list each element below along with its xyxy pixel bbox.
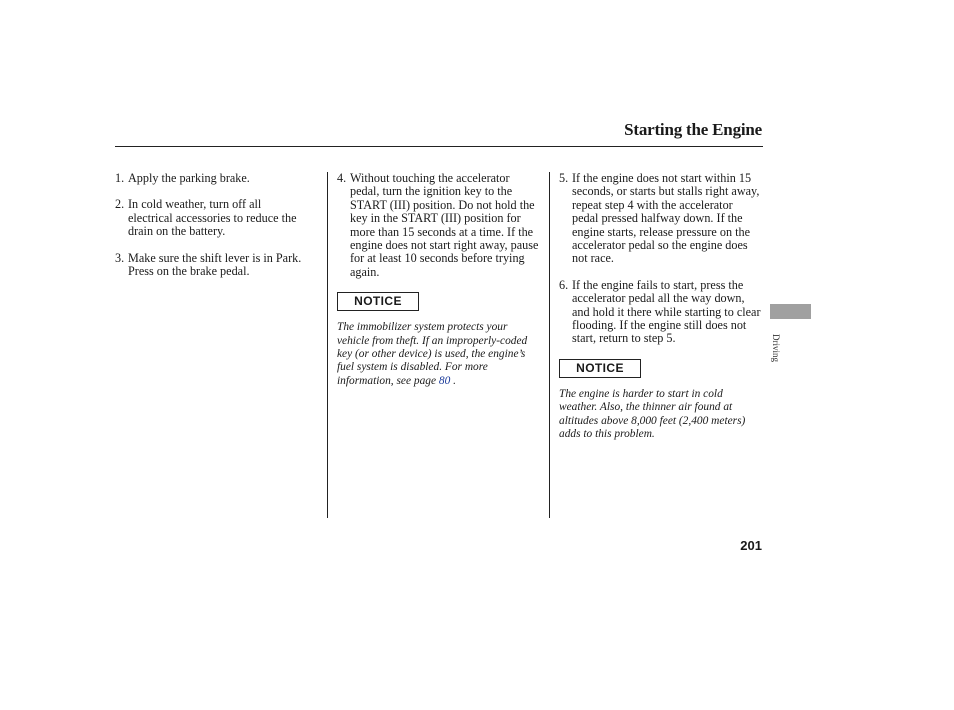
column-2 [337, 172, 539, 388]
step-number: 4. [337, 171, 347, 185]
notice-body: The immobilizer system protects your vehicle from theft. If an improperly-coded key (or other device) is used, the engine’s fuel system is disabled. For more information, see page [337, 321, 528, 387]
column-divider [327, 172, 328, 518]
step-text: If the engine does not start within 15 seconds, or starts but stalls right away, repeat step 4 with the accelerator pedal pressed halfway down. If the engine starts, release pressure on the accelerator pedal so the engine does not race. [572, 171, 760, 266]
section-label: Driving [771, 334, 781, 362]
step-5 [559, 172, 761, 266]
step-text: Without touching the accelerator pedal, turn the ignition key to the START (III) position. Do not hold the key in the START (III) position for more than 15 seconds at a time. If the engine does not start right away, pause for at least 10 seconds before trying again. [350, 171, 539, 279]
header-rule [115, 146, 763, 147]
page-title: Starting the Engine [624, 120, 762, 139]
step-2 [115, 198, 307, 238]
notice-text [337, 321, 539, 388]
step-number: 1. [115, 171, 125, 185]
step-6 [559, 279, 761, 346]
step-text: Apply the parking brake. [128, 171, 250, 185]
page-reference-link[interactable]: 80 [438, 374, 451, 387]
page-number: 201 [740, 538, 762, 553]
notice-label: NOTICE [337, 292, 419, 311]
notice-end: . [453, 374, 456, 387]
step-text: Make sure the shift lever is in Park. Press on the brake pedal. [128, 250, 302, 279]
column-1 [115, 172, 307, 291]
section-tab [770, 304, 811, 319]
step-number: 2. [115, 197, 125, 212]
step-text: If the engine fails to start, press the accelerator pedal all the way down, and hold it there while starting to clear flooding. If the engine still does not start, return to step 5. [572, 277, 761, 346]
notice-text: The engine is harder to start in cold weather. Also, the thinner air found at altitudes above 8,000 feet (2,400 meters) adds to this problem. [559, 387, 746, 441]
notice-label: NOTICE [559, 359, 641, 378]
column-3 [559, 172, 761, 442]
step-text: In cold weather, turn off all electrical accessories to reduce the drain on the battery. [128, 197, 297, 239]
step-number: 3. [115, 250, 125, 265]
step-3 [115, 252, 307, 279]
step-number: 5. [559, 171, 569, 185]
column-divider [549, 172, 550, 518]
step-1 [115, 172, 307, 185]
step-4 [337, 172, 539, 279]
step-number: 6. [559, 277, 569, 292]
